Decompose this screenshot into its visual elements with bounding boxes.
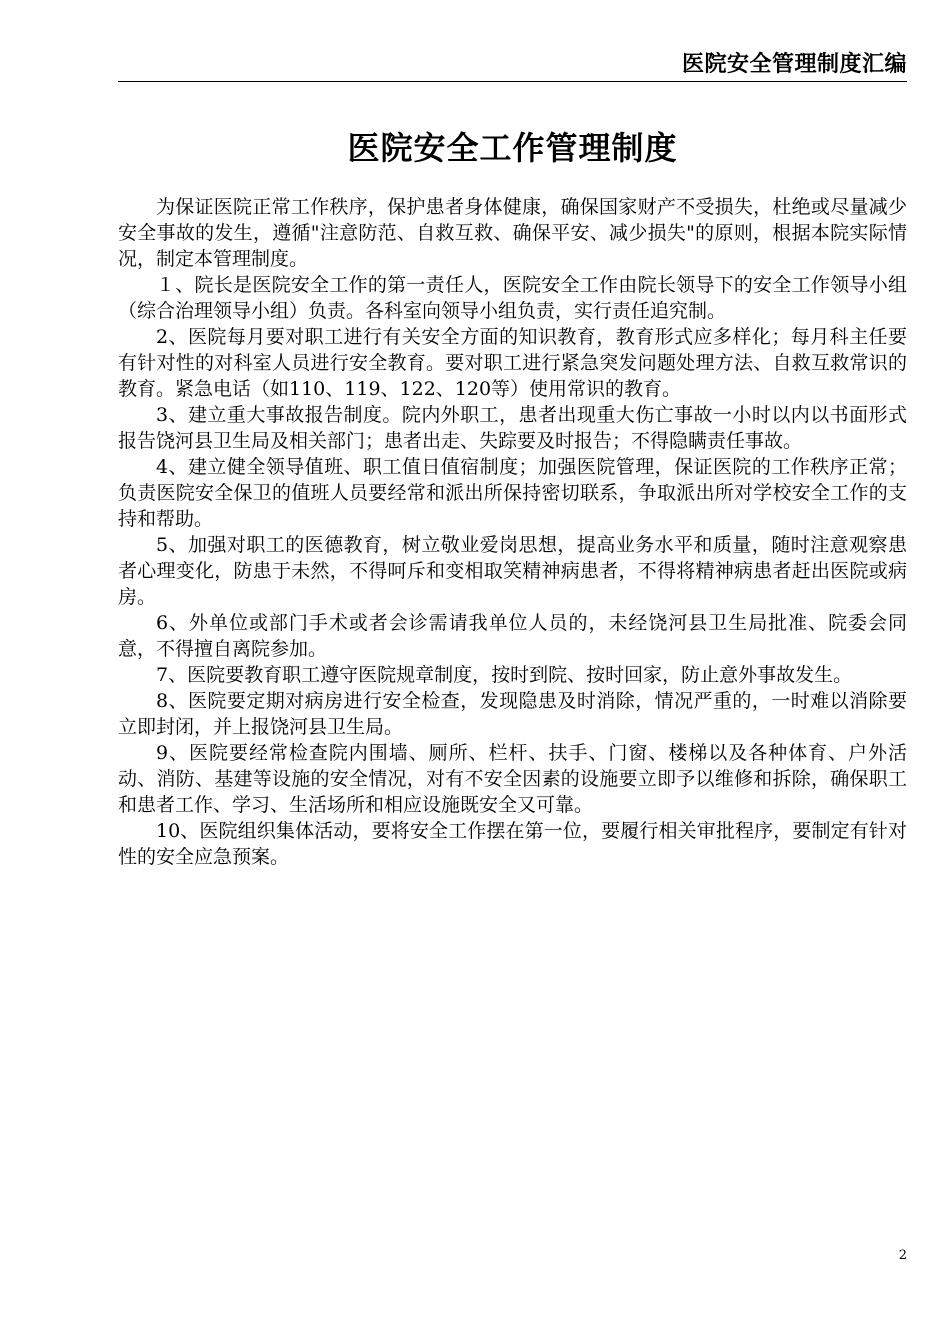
paragraph-9: 9、医院要经常检查院内围墙、厕所、栏杆、扶手、门窗、楼梯以及各种体育、户外活动、消防、基建等设施的安全情况，对有不安全因素的设施要立即予以维修和拆除，确保职工和患者工作、学习、生活场所和相应设施既安全又可靠。 (118, 742, 907, 816)
page-number: 2 (898, 1248, 907, 1263)
page-header (118, 48, 907, 82)
paragraph-8: 8、医院要定期对病房进行安全检查，发现隐患及时消除，情况严重的，一时难以消除要立即封闭，并上报饶河县卫生局。 (118, 690, 907, 738)
header-title: 医院安全管理制度汇编 (681, 52, 907, 77)
paragraph-6: 6、外单位或部门手术或者会诊需请我单位人员的，未经饶河县卫生局批准、院委会同意，不得擅自离院参加。 (118, 612, 907, 660)
document-body (118, 194, 907, 870)
paragraph-2: 2、医院每月要对职工进行有关安全方面的知识教育，教育形式应多样化；每月科主任要有针对性的对科室人员进行安全教育。要对职工进行紧急突发问题处理方法、自救互救常识的教育。紧急电话（如110、119、122、120等）使用常识的教育。 (118, 326, 907, 400)
paragraph-3: 3、建立重大事故报告制度。院内外职工，患者出现重大伤亡事故一小时以内以书面形式报告饶河县卫生局及相关部门；患者出走、失踪要及时报告；不得隐瞒责任事故。 (118, 404, 907, 452)
paragraph-1: １、院长是医院安全工作的第一责任人，医院安全工作由院长领导下的安全工作领导小组（综合治理领导小组）负责。各科室向领导小组负责，实行责任追究制。 (118, 274, 907, 322)
paragraph-intro: 为保证医院正常工作秩序，保护患者身体健康，确保国家财产不受损失，杜绝或尽量减少安全事故的发生，遵循"注意防范、自救互救、确保平安、减少损失"的原则，根据本院实际情况，制定本管理制度。 (118, 196, 907, 270)
paragraph-7: 7、医院要教育职工遵守医院规章制度，按时到院、按时回家，防止意外事故发生。 (156, 664, 853, 686)
paragraph-5: 5、加强对职工的医德教育，树立敬业爱岗思想，提高业务水平和质量，随时注意观察患者心理变化，防患于未然，不得呵斥和变相取笑精神病患者，不得将精神病患者赶出医院或病房。 (118, 534, 907, 608)
paragraph-4: 4、建立健全领导值班、职工值日值宿制度；加强医院管理，保证医院的工作秩序正常；负责医院安全保卫的值班人员要经常和派出所保持密切联系，争取派出所对学校安全工作的支持和帮助。 (118, 456, 907, 530)
paragraph-10: 10、医院组织集体活动，要将安全工作摆在第一位，要履行相关审批程序，要制定有针对性的安全应急预案。 (118, 820, 907, 868)
document-title: 医院安全工作管理制度 (347, 129, 678, 167)
